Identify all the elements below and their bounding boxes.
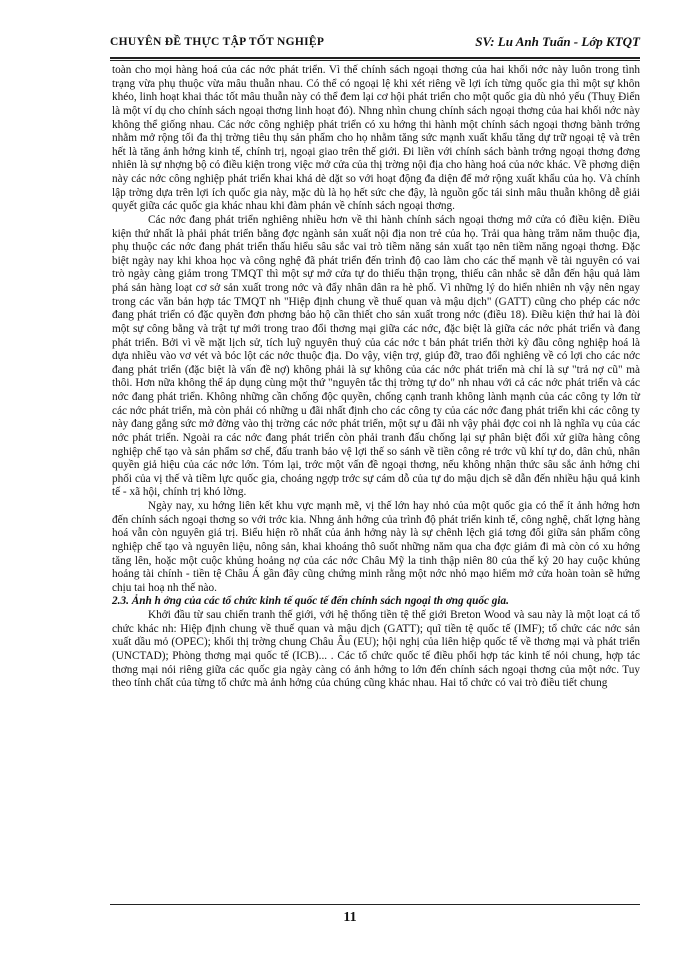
paragraph-1: toàn cho mọi hàng hoá của các nớc phát triển. Vì thế chính sách ngoại thơng của hai khối nớc này luôn trong tình trạng vừa phụ thuộc vừa mâu thuẫn nhau. Có thể có ngoại lệ khi xét riêng về lợi ích từng quốc gia thì một sự khôn khéo, linh hoạt khai thác tốt mâu thuẫn này có thể đem lại cơ hội phát triển cho một quốc gia dù nhỏ yếu (Thuỵ Điển là một ví dụ cho chính sách ngoại thơng linh hoạt đó). Nhng nhìn chung chính sách ngoại thơng của hai khối nớc này không thể giống nhau. Các nớc công nghiệp phát triển có xu hớng thi hành một chính sách ngoại thơng bành trớng nhằm mở rộng tối đa thị trờng tiêu thụ sản phẩm cho họ nhằm tăng sức mạnh xuất khẩu tăng dự trữ ngoại tệ và trên hết là tăng ảnh hởng kinh tế, chính trị, ngoại giao trên thế giới. Đi liền với chính sách bành trớng ngoại thơng đơng nhiên là sự nhợng bộ có điều kiện trong việc mở cửa của thị trờng nội địa cho hàng hoá của nớc khác. Về phơng diện này các nớc công nghiệp phát triển khai khá dè dặt so với hoạt động đa diện để mở rộng xuất khẩu của họ. Và chính lập trờng dựa trên lợi ích quốc gia này, mặc dù là họ hết sức che đậy, là nguồn gốc tái sinh mâu thuẫn không dễ giải quyết giữa các quốc gia khác nhau khi đàm phán về chính sách ngoại thơng. [112, 64, 640, 213]
header-title: CHUYÊN ĐỀ THỰC TẬP TỐT NGHIỆP [110, 36, 325, 48]
header-author: SV: Lu Anh Tuấn - Lớp KTQT [475, 34, 640, 49]
paragraph-2: Các nớc đang phát triển nghiêng nhiều hơn về thi hành chính sách ngoại thơng mở cửa có điều kiện. Điều kiện thứ nhất là phải phát triển bằng đợc ngành sản xuất nội địa non trẻ của họ. Trải qua hàng trăm năm thuộc địa, phụ thuộc các nớc đang phát triển thấu hiểu sâu sắc vai trò tiềm năng sản xuất tạo nên tiềm năng ngoại thơng. Đặc biệt ngày nay khi khoa học và công nghệ đã phát triển đến trình độ cao làm cho các thế mạnh về tài nguyên có vai trò ngày càng giảm trong TMQT thì một sự mở cửa tự do thiếu thận trọng, thiếu cân nhắc sẽ dẫn đến hậu quả làm phá sản hàng loạt cơ sở sản xuất trong nớc và đẩy nhân dân ra hè phố. Vì những lý do hiển nhiên nh vậy nên ngay trong các văn bản hợp tác TMQT nh "Hiệp định chung về thuế quan và mậu dịch" (GATT) cũng cho phép các nớc đang phát triển có đặc quyền đơn phơng bảo hộ cần thiết cho sản xuất trong nớc (điều 18). Điều kiện thứ hai là đòi một sự công bằng và trật tự mới trong trao đổi thơng mại giữa các nớc, đặc biệt là giữa các nớc phát triển và đang phát triển. Bởi vì về mặt lịch sử, tích luỹ nguyên thuỷ của các nớc t bản phát triển thời kỳ đầu công nghiệp hoá là dựa nhiều vào vơ vét và bóc lột các nớc thuộc địa. Do vậy, viện trợ, giúp đỡ, trao đổi nghiêng về có lợi cho các nớc đang phát triển (đặc biệt là vấn đề nợ) không phải là sự không của các nớc phát triển mà chỉ là sự "trả nợ cũ" mà thôi. Hơn nữa không thể áp dụng cùng một thứ "nguyên tắc thị trờng tự do" nh nhau với cả các nớc phát triển và các nớc đang phát triển. Không những cần chống độc quyền, chống cạnh tranh không lành mạnh của các công ty lớn từ các nớc phát triển, mà còn phải có những u đãi nhất định cho các công ty của các nớc đang phát triển khi các công ty này đang gắng sức mở đờng vào thị trờng các nớc phát triển, một sự u đãi nh vậy phải đợc coi nh là nghĩa vụ của các nớc phát triển. Ngoài ra các nớc đang phát triển còn phải tranh đấu chống lại sự phân biệt đối xử giữa hàng công nghiệp chế tạo và sản phẩm sơ chế, đấu tranh bảo vệ lợi thế so sánh về tiền công rẻ trớc vũ khí tự do, dân chủ, nhân quyền giả hiệu của các nớc lớn. Tóm lại, trớc một vấn đề ngoại thơng, nếu không nhận thức sâu sắc ảnh hởng chi phối của vị thế và tiềm lực quốc gia, choáng ngợp trớc sự cám dỗ của tự do mậu dịch sẽ dẫn đến nhiều hậu quả kinh tế - xã hội, chính trị khó lờng. [112, 213, 640, 499]
paragraph-3: Ngày nay, xu hớng liên kết khu vực mạnh mẽ, vị thế lớn hay nhỏ của một quốc gia có thể ít ảnh hởng hơn đến chính sách ngoại thơng so với trớc kia. Nhng ảnh hởng của trình độ phát triển kinh tế, công nghệ, chất lợng hàng hoá vẫn còn nguyên giá trị. Biểu hiện rõ nhất của ảnh hởng này là sự chênh lệch giá tơng đối giữa sản phẩm công nghiệp chế tạo và nguyên liệu, nông sản, khai khoáng thô suốt những năm qua cha đợc giảm đi mà còn có xu hớng tăng lên, hoặc một cuộc khủng hoảng nợ của các nớc Châu Mỹ la tinh thập niên 80 của thế kỷ 20 hay cuộc khủng hoảng tài chính - tiền tệ Châu Á gần đây cũng chứng minh rằng một nớc nhỏ mạo hiểm mở cửa hoàn toàn sẽ hứng chịu tai hoạ nh thế nào. [112, 500, 640, 594]
header-rule-thin [110, 60, 640, 61]
section-paragraph: Khởi đầu từ sau chiến tranh thế giới, với hệ thống tiền tệ thế giới Breton Wood và sau này là một loạt cá tổ chức khác nh: Hiệp định chung về thuế quan và mậu dịch (GATT); quĩ tiền tệ quốc tế (IMF); tổ chức các nớc sản xuất dầu mỏ (OPEC); khối thị trờng chung Châu Âu (EU); hội nghị của liên hiệp quốc tế về thơng mại và phát triển (UNCTAD); Phòng thơng mại quốc tế (ICB)... . Các tổ chức quốc tế điều phối hợp tác kinh tế nói chung, hợp tác thơng mại nói riêng giữa các quốc gia ngày càng có ảnh hởng to lớn đến chính sách ngoại thơng của một nớc. Tuy theo tính chất của từng tổ chức mà ảnh hởng của chúng cũng khác nhau. Hai tổ chức có vai trò điều tiết chung [112, 609, 640, 690]
section-heading: 2.3. Ảnh h ởng của các tổ chức kinh tế quốc tế đến chính sách ngoại th ơng quốc gia. [112, 595, 509, 608]
header-rule [110, 57, 640, 59]
body-text [112, 64, 640, 691]
page-header [110, 36, 640, 56]
page-number: 11 [343, 910, 357, 925]
footer-rule [110, 904, 640, 905]
